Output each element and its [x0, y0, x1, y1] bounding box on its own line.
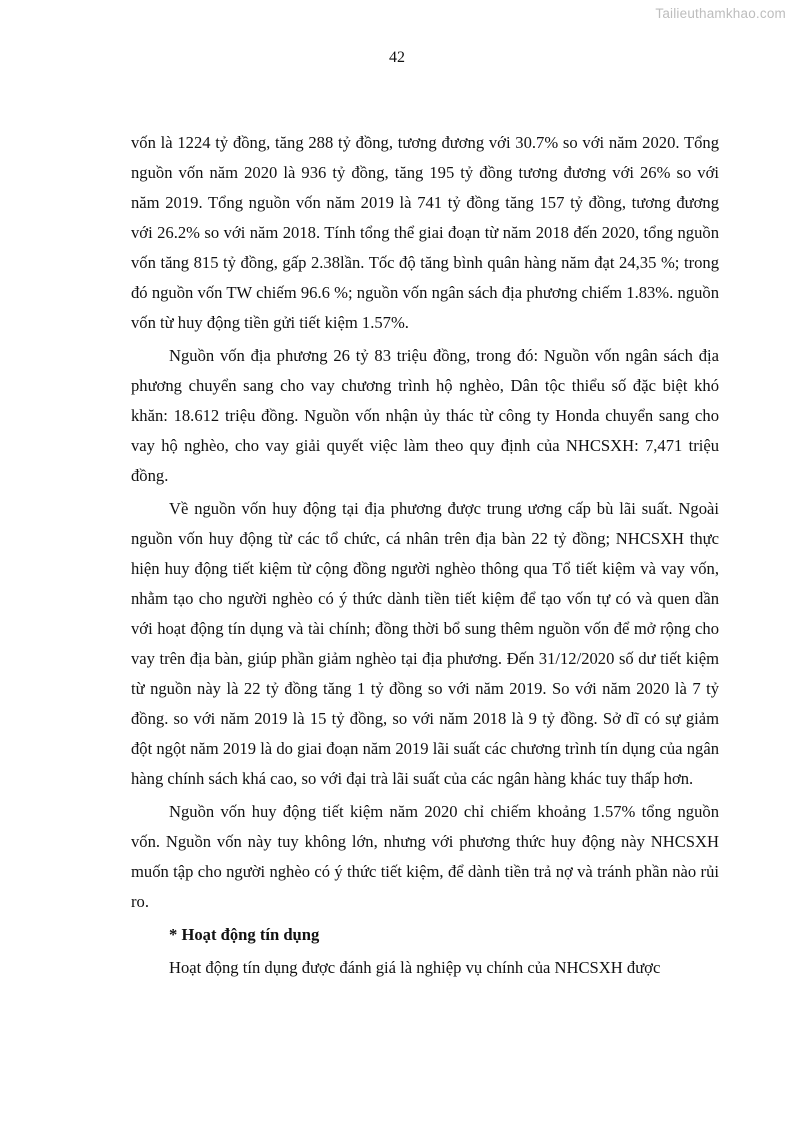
page-number: 42 — [389, 49, 405, 66]
paragraph-mobilized-capital: Về nguồn vốn huy động tại địa phương được trung ương cấp bù lãi suất. Ngoài nguồn vốn huy động từ các tổ chức, cá nhân trên địa bàn 22 tỷ đồng; NHCSXH thực hiện huy động tiết kiệm từ cộng đồng người nghèo thông qua Tổ tiết kiệm và vay vốn, nhằm tạo cho người nghèo có ý thức dành tiền tiết kiệm để tạo vốn tự có và quen dần với hoạt động tín dụng và tài chính; đồng thời bổ sung thêm nguồn vốn để mở rộng cho vay trên địa bàn, giúp phần giảm nghèo tại địa phương. Đến 31/12/2020 số dư tiết kiệm từ nguồn này là 22 tỷ đồng tăng 1 tỷ đồng so với năm 2019. So với năm 2020 là 7 tỷ đồng. so với năm 2019 là 15 tỷ đồng, so với năm 2018 là 9 tỷ đồng. Sở dĩ có sự giảm đột ngột năm 2019 là do giai đoạn năm 2019 lãi suất các chương trình tín dụng của ngân hàng chính sách khá cao, so với đại trà lãi suất của các ngân hàng khác tuy thấp hơn. — [131, 499, 719, 788]
document-body — [131, 128, 719, 986]
watermark-text: Tailieuthamkhao.com — [655, 6, 786, 21]
paragraph-savings-share: Nguồn vốn huy động tiết kiệm năm 2020 chỉ chiếm khoảng 1.57% tổng nguồn vốn. Nguồn vốn này tuy không lớn, nhưng với phương thức huy động này NHCSXH muốn tập cho người nghèo có ý thức tiết kiệm, để dành tiền trả nợ và tránh phần nào rủi ro. — [131, 802, 719, 911]
paragraph-credit-activity: Hoạt động tín dụng được đánh giá là nghiệp vụ chính của NHCSXH được — [169, 958, 661, 977]
section-heading: * Hoạt động tín dụng — [169, 925, 320, 944]
paragraph-local-capital: Nguồn vốn địa phương 26 tỷ 83 triệu đồng, trong đó: Nguồn vốn ngân sách địa phương chuyển sang cho vay chương trình hộ nghèo, Dân tộc thiểu số đặc biệt khó khăn: 18.612 triệu đồng. Nguồn vốn nhận ủy thác từ công ty Honda chuyển sang cho vay hộ nghèo, cho vay giải quyết việc làm theo quy định của NHCSXH: 7,471 triệu đồng. — [131, 346, 719, 485]
paragraph-capital-growth: vốn là 1224 tỷ đồng, tăng 288 tỷ đồng, tương đương với 30.7% so với năm 2020. Tổng nguồn vốn năm 2020 là 936 tỷ đồng, tăng 195 tỷ đồng tương đương với 26% so với năm 2019. Tổng nguồn vốn năm 2019 là 741 tỷ đồng tăng 157 tỷ đồng, tương đương với 26.2% so với năm 2018. Tính tổng thể giai đoạn từ năm 2018 đến 2020, tổng nguồn vốn tăng 815 tỷ đồng, gấp 2.38lần. Tốc độ tăng bình quân hàng năm đạt 24,35 %; trong đó nguồn vốn TW chiếm 96.6 %; nguồn vốn ngân sách địa phương chiếm 1.83%. nguồn vốn từ huy động tiền gửi tiết kiệm 1.57%. — [131, 133, 719, 332]
